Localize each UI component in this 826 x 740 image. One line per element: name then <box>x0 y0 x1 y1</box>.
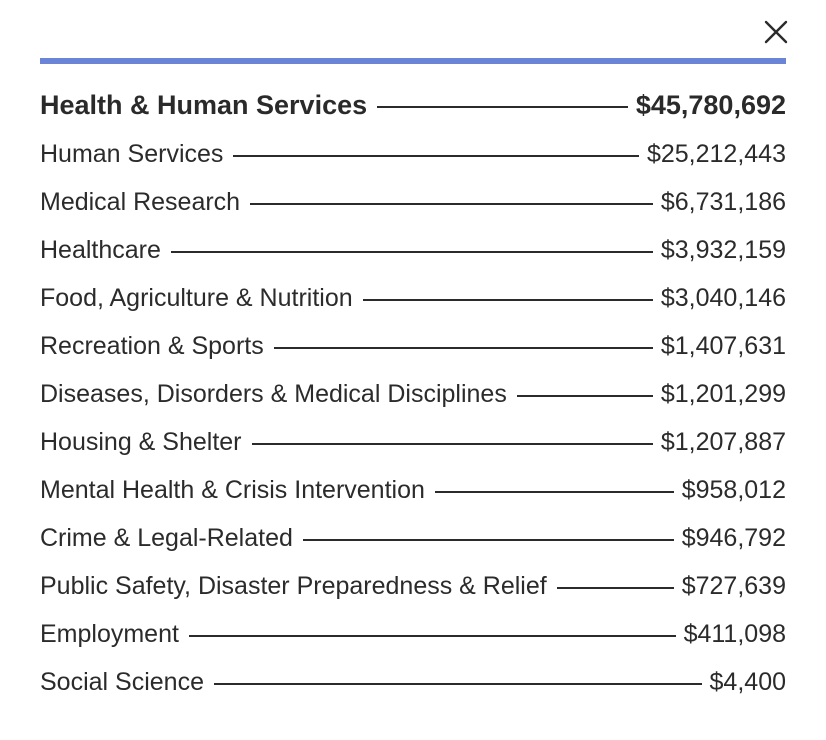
item-label: Crime & Legal-Related <box>40 523 293 552</box>
leader-line <box>363 299 653 301</box>
leader-line <box>557 587 674 589</box>
item-amount: $946,792 <box>681 523 786 552</box>
leader-line <box>250 203 653 205</box>
leader-line <box>189 635 676 637</box>
leader-line <box>274 347 653 349</box>
item-label: Public Safety, Disaster Preparedness & Relief <box>40 571 547 600</box>
leader-line <box>377 106 628 108</box>
funding-breakdown-list <box>40 80 786 706</box>
leader-line <box>171 251 653 253</box>
item-amount: $411,098 <box>683 619 786 648</box>
leader-line <box>214 683 702 685</box>
list-item <box>40 178 786 226</box>
item-label: Human Services <box>40 139 224 168</box>
total-amount: $45,780,692 <box>635 89 786 120</box>
leader-line <box>233 155 639 157</box>
item-amount: $958,012 <box>681 475 786 504</box>
list-item <box>40 370 786 418</box>
item-label: Food, Agriculture & Nutrition <box>40 283 353 312</box>
list-item <box>40 418 786 466</box>
close-button[interactable] <box>762 18 790 46</box>
accent-divider <box>40 58 786 64</box>
item-label: Recreation & Sports <box>40 331 264 360</box>
list-item <box>40 466 786 514</box>
item-label: Healthcare <box>40 235 161 264</box>
list-item <box>40 322 786 370</box>
item-label: Social Science <box>40 667 204 696</box>
leader-line <box>303 539 674 541</box>
list-item <box>40 514 786 562</box>
list-item <box>40 130 786 178</box>
item-label: Diseases, Disorders & Medical Disciplines <box>40 379 507 408</box>
item-amount: $1,201,299 <box>660 379 786 408</box>
item-amount: $25,212,443 <box>646 139 786 168</box>
item-amount: $727,639 <box>681 571 786 600</box>
item-amount: $3,932,159 <box>660 235 786 264</box>
item-label: Employment <box>40 619 179 648</box>
item-label: Housing & Shelter <box>40 427 242 456</box>
list-item <box>40 658 786 706</box>
item-amount: $3,040,146 <box>660 283 786 312</box>
list-item <box>40 610 786 658</box>
total-row <box>40 80 786 130</box>
leader-line <box>435 491 674 493</box>
item-label: Mental Health & Crisis Intervention <box>40 475 425 504</box>
item-amount: $4,400 <box>709 667 786 696</box>
leader-line <box>252 443 653 445</box>
close-icon <box>762 18 790 46</box>
item-amount: $6,731,186 <box>660 187 786 216</box>
list-item <box>40 562 786 610</box>
item-label: Medical Research <box>40 187 241 216</box>
leader-line <box>517 395 653 397</box>
total-label: Health & Human Services <box>40 89 368 120</box>
list-item <box>40 226 786 274</box>
item-amount: $1,207,887 <box>660 427 786 456</box>
list-item <box>40 274 786 322</box>
item-amount: $1,407,631 <box>660 331 786 360</box>
